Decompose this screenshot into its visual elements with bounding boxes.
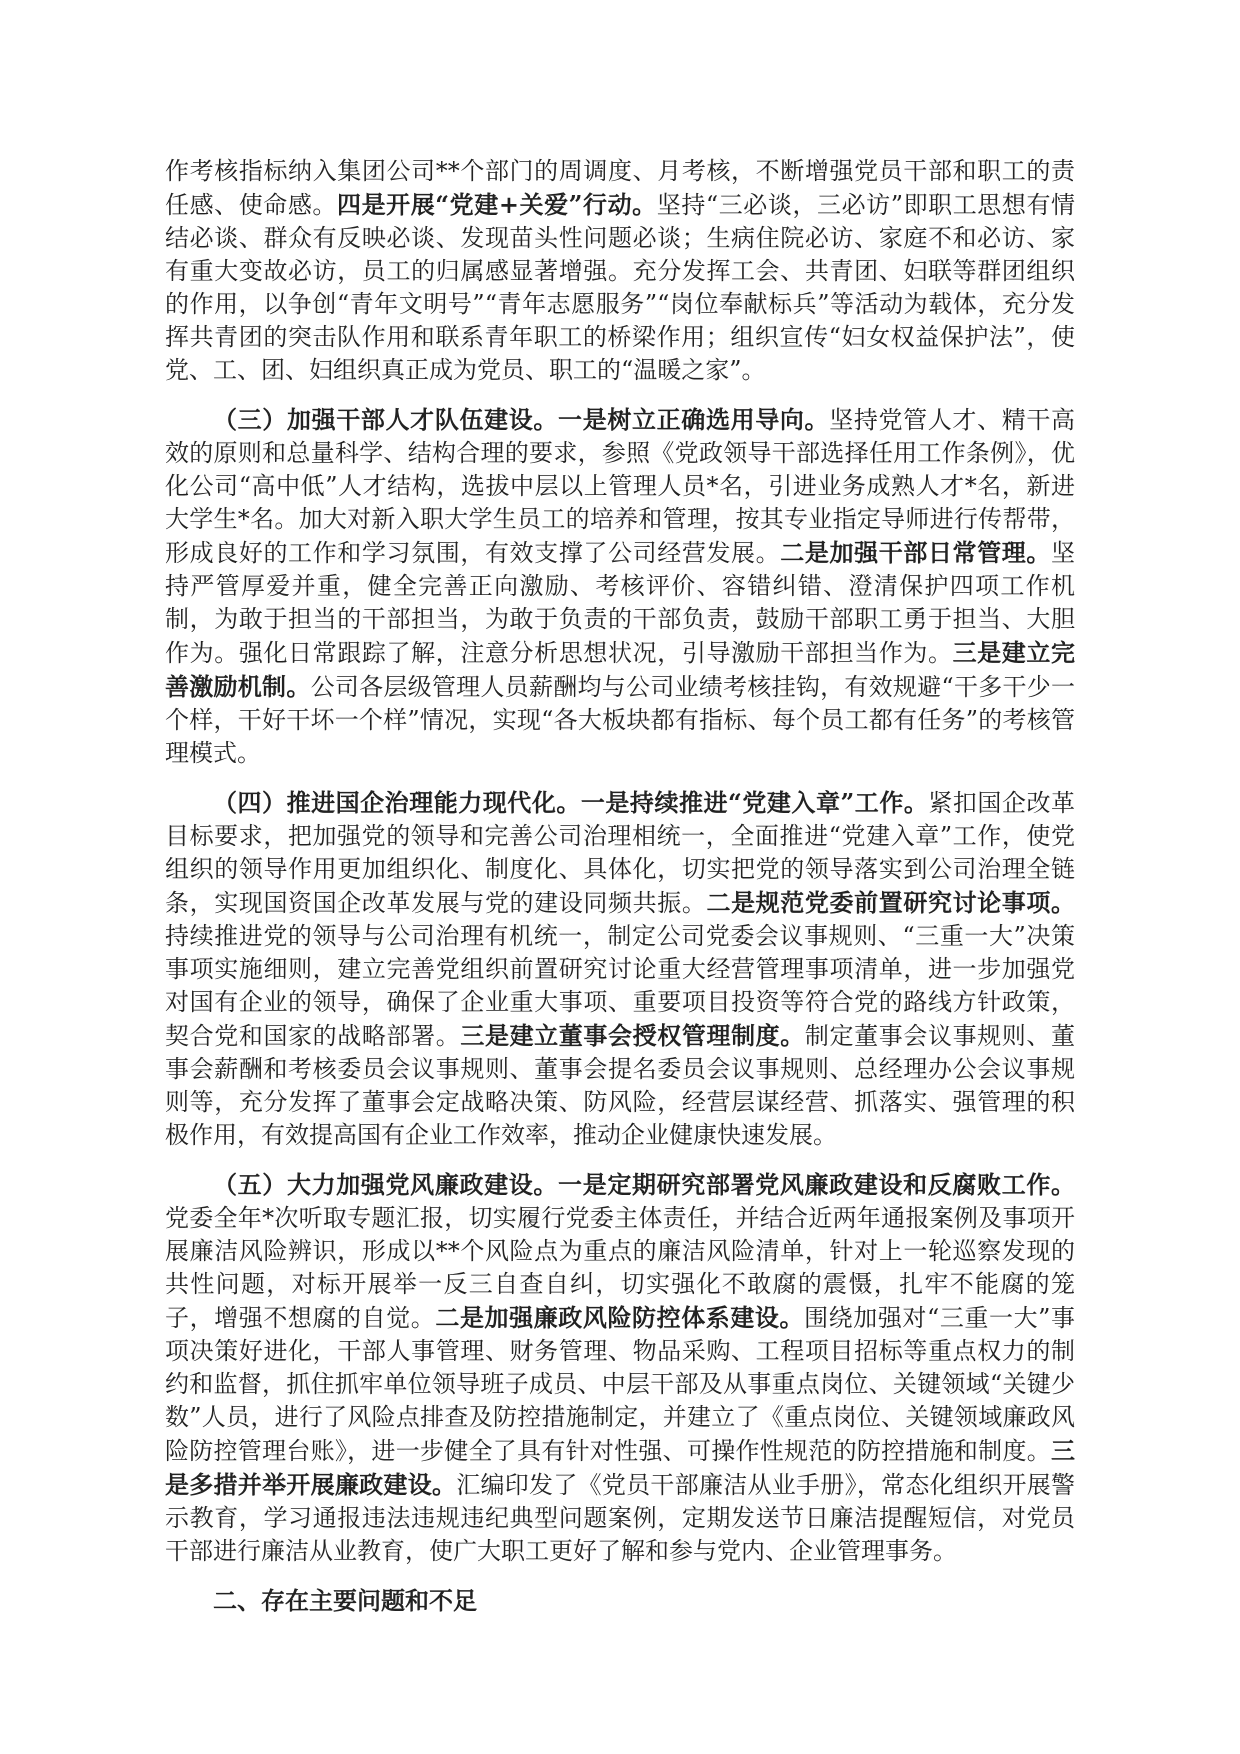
bold-lead-text: 二是加强干部日常管理。 (780, 538, 1052, 567)
bold-lead-text: 二是规范党委前置研究讨论事项。 (706, 888, 1076, 917)
paragraph-text: 持续推进党的领导与公司治理有机统一，制定公司党委会议事规则、“三重一大”决策事项实施细则，建立完善党组织前置研究讨论重大经营管理事项清单，进一步加强党对国有企业的领导，确保了企业重大事项、重要项目投资等符合党的路线方针政策，契合党和国家的战略部署。 (165, 922, 1075, 1050)
bold-lead-text: 三是建立完善激励机制。 (165, 638, 1076, 701)
paragraph-text: 汇编印发了《党员干部廉洁从业手册》，常态化组织开展警示教育，学习通报违法违规违纪典型问题案例，定期发送节日廉洁提醒短信，对党员干部进行廉洁从业教育，使广大职工更好了解和参与党内、企业管理事务。 (165, 1471, 1076, 1565)
paragraph-text: 紧扣国企改革目标要求，把加强党的领导和完善公司治理相统一，全面推进“党建入章”工作，使党组织的领导作用更加组织化、制度化、具体化，切实把党的领导落实到公司治理全链条，实现国资国企改革发展与党的建设同频共振。 (165, 789, 1076, 917)
bold-lead-text: （三）加强干部人才队伍建设。一是树立正确选用导向。 (213, 405, 830, 434)
paragraph-text: 坚持“三必谈，三必访”即职工思想有情结必谈、群众有反映必谈、发现苗头性问题必谈；生病住院必访、家庭不和必访、家有重大变故必访，员工的归属感显著增强。充分发挥工会、共青团、妇联等群团组织的作用，以争创“青年文明号”“青年志愿服务”“岗位奉献标兵”等活动为载体，充分发挥共青团的突击队作用和联系青年职工的桥梁作用；组织宣传“妇女权益保护法”，使党、工、团、妇组织真正成为党员、职工的“温暖之家”。 (165, 191, 1076, 384)
bold-lead-text: （四）推进国企治理能力现代化。一是持续推进“党建入章”工作。 (213, 788, 929, 817)
paragraph-text: 坚持严管厚爱并重，健全完善正向激励、考核评价、容错纠错、澄清保护四项工作机制，为敢于担当的干部担当，为敢于负责的干部负责，鼓励干部职工勇于担当、大胆作为。强化日常跟踪了解，注意分析思想状况，引导激励干部担当作为。 (165, 539, 1076, 667)
paragraph-text: 坚持党管人才、精干高效的原则和总量科学、结构合理的要求，参照《党政领导干部选择任用工作条例》，优化公司“高中低”人才结构，选拔中层以上管理人员*名，引进业务成熟人才*名，新进大学生*名。加大对新入职大学生员工的培养和管理，按其专业指定导师进行传帮带，形成良好的工作和学习氛围，有效支撑了公司经营发展。 (165, 406, 1076, 567)
bold-lead-text: 三是多措并举开展廉政建设。 (165, 1436, 1075, 1499)
document-body (165, 155, 1075, 1568)
paragraph-text: 作考核指标纳入集团公司**个部门的周调度、月考核，不断增强党员干部和职工的责任感、使命感。 (165, 157, 1075, 219)
bold-lead-text: 四是开展“党建+关爱”行动。 (337, 190, 657, 219)
paragraph-text: 公司各层级管理人员薪酬均与公司业绩考核挂钩，有效规避“干多干少一个样，干好干坏一个样”情况，实现“各大板块都有指标、每个员工都有任务”的考核管理模式。 (165, 673, 1075, 767)
bold-lead-text: 三是建立董事会授权管理制度。 (460, 1021, 805, 1050)
paragraph-text: 围绕加强对“三重一大”事项决策好进化，干部人事管理、财务管理、物品采购、工程项目招标等重点权力的制约和监督，抓住抓牢单位领导班子成员、中层干部及从事重点岗位、关键领域“关键少数”人员，进行了风险点排查及防控措施制定，并建立了《重点岗位、关键领域廉政风险防控管理台账》，进一步健全了具有针对性强、可操作性规范的防控措施和制度。 (165, 1304, 1076, 1465)
bold-lead-text: 二是加强廉政风险防控体系建设。 (435, 1303, 805, 1332)
bold-lead-text: （五）大力加强党风廉政建设。一是定期研究部署党风廉政建设和反腐败工作。 (213, 1170, 1075, 1199)
document-page (165, 155, 1075, 1617)
body-paragraph (165, 155, 1075, 387)
paragraph-text: 党委全年*次听取专题汇报，切实履行党委主体责任，并结合近两年通报案例及事项开展廉洁风险辨识，形成以**个风险点为重点的廉洁风险清单，针对上一轮巡察发现的共性问题，对标开展举一反三自查自纠，切实强化不敢腐的震慑，扎牢不能腐的笼子，增强不想腐的自觉。 (165, 1204, 1075, 1332)
body-paragraph (165, 786, 1075, 1152)
body-paragraph (165, 1168, 1075, 1568)
body-paragraph (165, 403, 1075, 770)
section-heading: 二、存在主要问题和不足 (213, 1586, 477, 1615)
paragraph-text: 制定董事会议事规则、董事会薪酬和考核委员会议事规则、董事会提名委员会议事规则、总经理办公会议事规则等，充分发挥了董事会定战略决策、防风险，经营层谋经营、抓落实、强管理的积极作用，有效提高国有企业工作效率，推动企业健康快速发展。 (165, 1022, 1076, 1149)
